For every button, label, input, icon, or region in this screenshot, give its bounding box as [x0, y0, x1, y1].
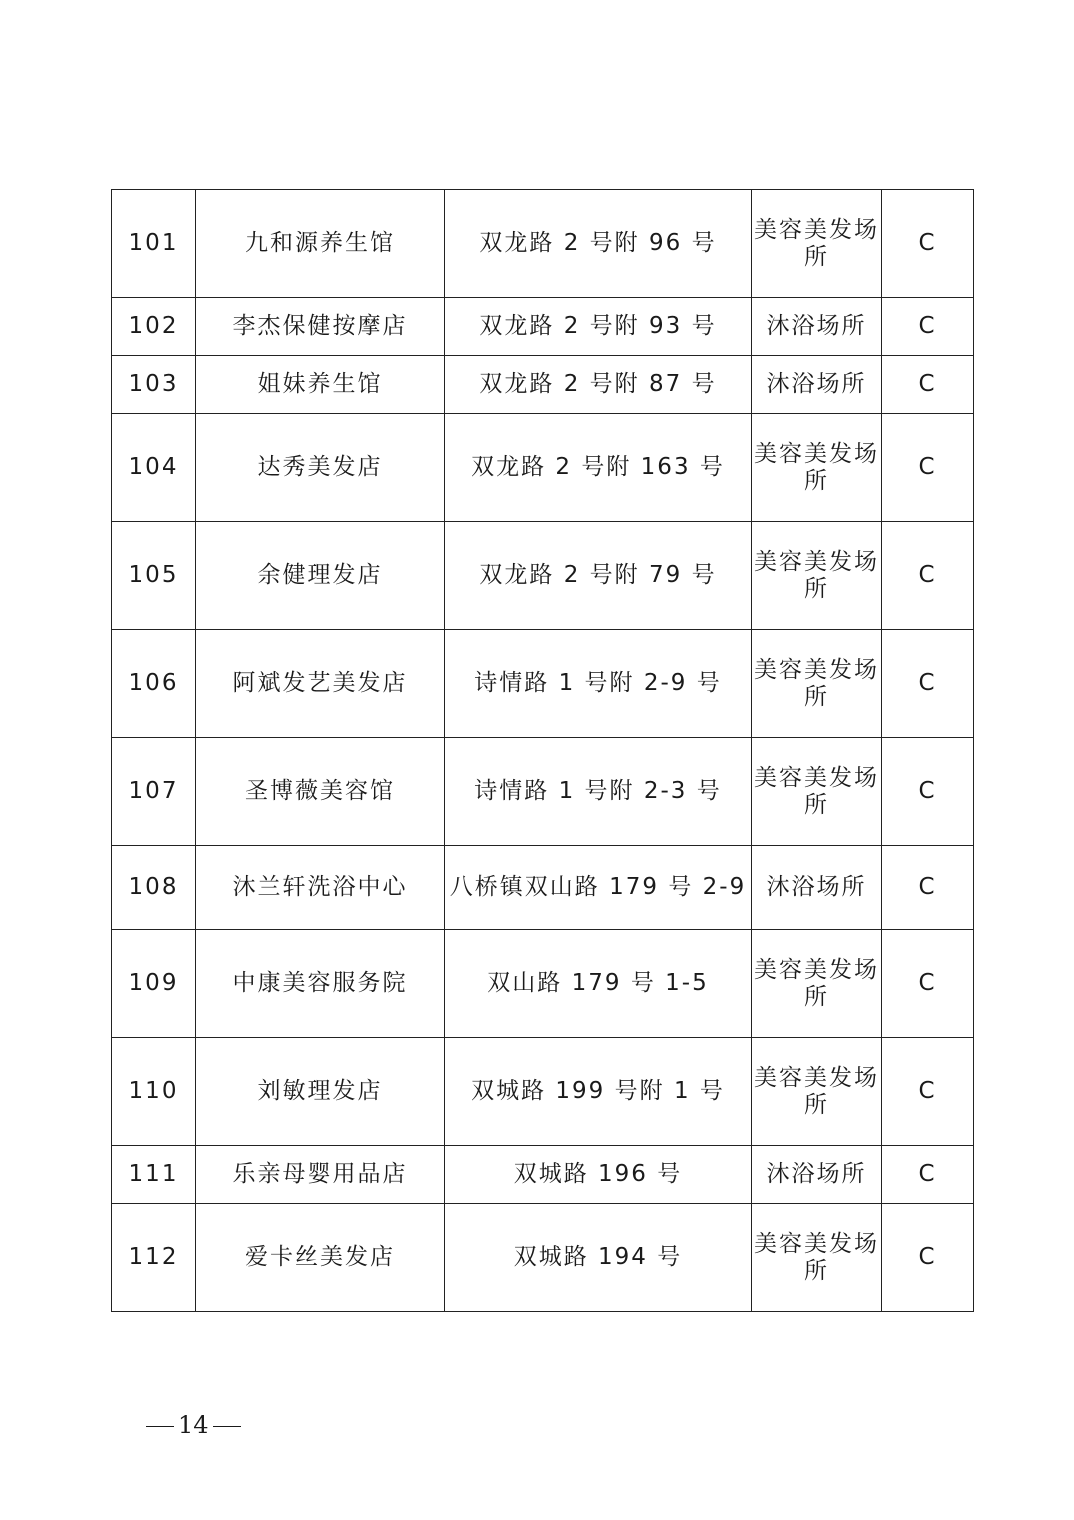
table-row: [112, 1204, 974, 1312]
venue-address: 八桥镇双山路 179 号 2-9: [445, 846, 752, 930]
venue-table-body: [112, 190, 974, 1312]
venue-type: 美容美发场所: [752, 930, 882, 1038]
row-number: 106: [112, 630, 196, 738]
venue-address: 双城路 194 号: [445, 1204, 752, 1312]
row-number: 102: [112, 298, 196, 356]
venue-grade: C: [882, 190, 974, 298]
venue-name: 九和源养生馆: [196, 190, 445, 298]
venue-type: 沐浴场所: [752, 356, 882, 414]
row-number: 107: [112, 738, 196, 846]
footer-dash-right: [213, 1426, 241, 1428]
venue-type: 美容美发场所: [752, 738, 882, 846]
footer-dash-left: [146, 1426, 174, 1428]
table-row: [112, 356, 974, 414]
venue-grade: C: [882, 414, 974, 522]
table-row: [112, 522, 974, 630]
venue-grade: C: [882, 298, 974, 356]
table-row: [112, 414, 974, 522]
row-number: 112: [112, 1204, 196, 1312]
venue-address: 双龙路 2 号附 79 号: [445, 522, 752, 630]
venue-name: 中康美容服务院: [196, 930, 445, 1038]
venue-name: 余健理发店: [196, 522, 445, 630]
row-number: 108: [112, 846, 196, 930]
venue-name: 李杰保健按摩店: [196, 298, 445, 356]
venue-grade: C: [882, 930, 974, 1038]
venue-grade: C: [882, 1038, 974, 1146]
row-number: 101: [112, 190, 196, 298]
venue-name: 沐兰轩洗浴中心: [196, 846, 445, 930]
table-row: [112, 630, 974, 738]
venue-grade: C: [882, 522, 974, 630]
table-row: [112, 190, 974, 298]
venue-type: 沐浴场所: [752, 298, 882, 356]
venue-address: 诗情路 1 号附 2-9 号: [445, 630, 752, 738]
venue-grade: C: [882, 630, 974, 738]
row-number: 111: [112, 1146, 196, 1204]
venue-grade: C: [882, 1204, 974, 1312]
page-footer: [142, 1411, 245, 1439]
venue-name: 圣博薇美容馆: [196, 738, 445, 846]
venue-address: 双龙路 2 号附 93 号: [445, 298, 752, 356]
venue-type: 美容美发场所: [752, 630, 882, 738]
venue-grade: C: [882, 846, 974, 930]
table-row: [112, 1038, 974, 1146]
table-row: [112, 930, 974, 1038]
venue-table: [111, 189, 974, 1312]
venue-type: 美容美发场所: [752, 522, 882, 630]
venue-type: 沐浴场所: [752, 846, 882, 930]
table-row: [112, 298, 974, 356]
table-row: [112, 846, 974, 930]
venue-address: 双龙路 2 号附 163 号: [445, 414, 752, 522]
venue-address: 诗情路 1 号附 2-3 号: [445, 738, 752, 846]
row-number: 110: [112, 1038, 196, 1146]
venue-name: 刘敏理发店: [196, 1038, 445, 1146]
row-number: 103: [112, 356, 196, 414]
venue-name: 阿斌发艺美发店: [196, 630, 445, 738]
venue-name: 爱卡丝美发店: [196, 1204, 445, 1312]
venue-address: 双龙路 2 号附 96 号: [445, 190, 752, 298]
venue-address: 双城路 196 号: [445, 1146, 752, 1204]
row-number: 105: [112, 522, 196, 630]
venue-grade: C: [882, 738, 974, 846]
venue-grade: C: [882, 356, 974, 414]
venue-type: 沐浴场所: [752, 1146, 882, 1204]
row-number: 104: [112, 414, 196, 522]
venue-type: 美容美发场所: [752, 414, 882, 522]
venue-name: 姐妹养生馆: [196, 356, 445, 414]
venue-type: 美容美发场所: [752, 1204, 882, 1312]
venue-address: 双城路 199 号附 1 号: [445, 1038, 752, 1146]
venue-grade: C: [882, 1146, 974, 1204]
venue-address: 双龙路 2 号附 87 号: [445, 356, 752, 414]
table-row: [112, 738, 974, 846]
venue-name: 乐亲母婴用品店: [196, 1146, 445, 1204]
venue-type: 美容美发场所: [752, 1038, 882, 1146]
table-row: [112, 1146, 974, 1204]
venue-address: 双山路 179 号 1-5: [445, 930, 752, 1038]
venue-type: 美容美发场所: [752, 190, 882, 298]
page-number: 14: [178, 1411, 209, 1439]
venue-name: 达秀美发店: [196, 414, 445, 522]
row-number: 109: [112, 930, 196, 1038]
